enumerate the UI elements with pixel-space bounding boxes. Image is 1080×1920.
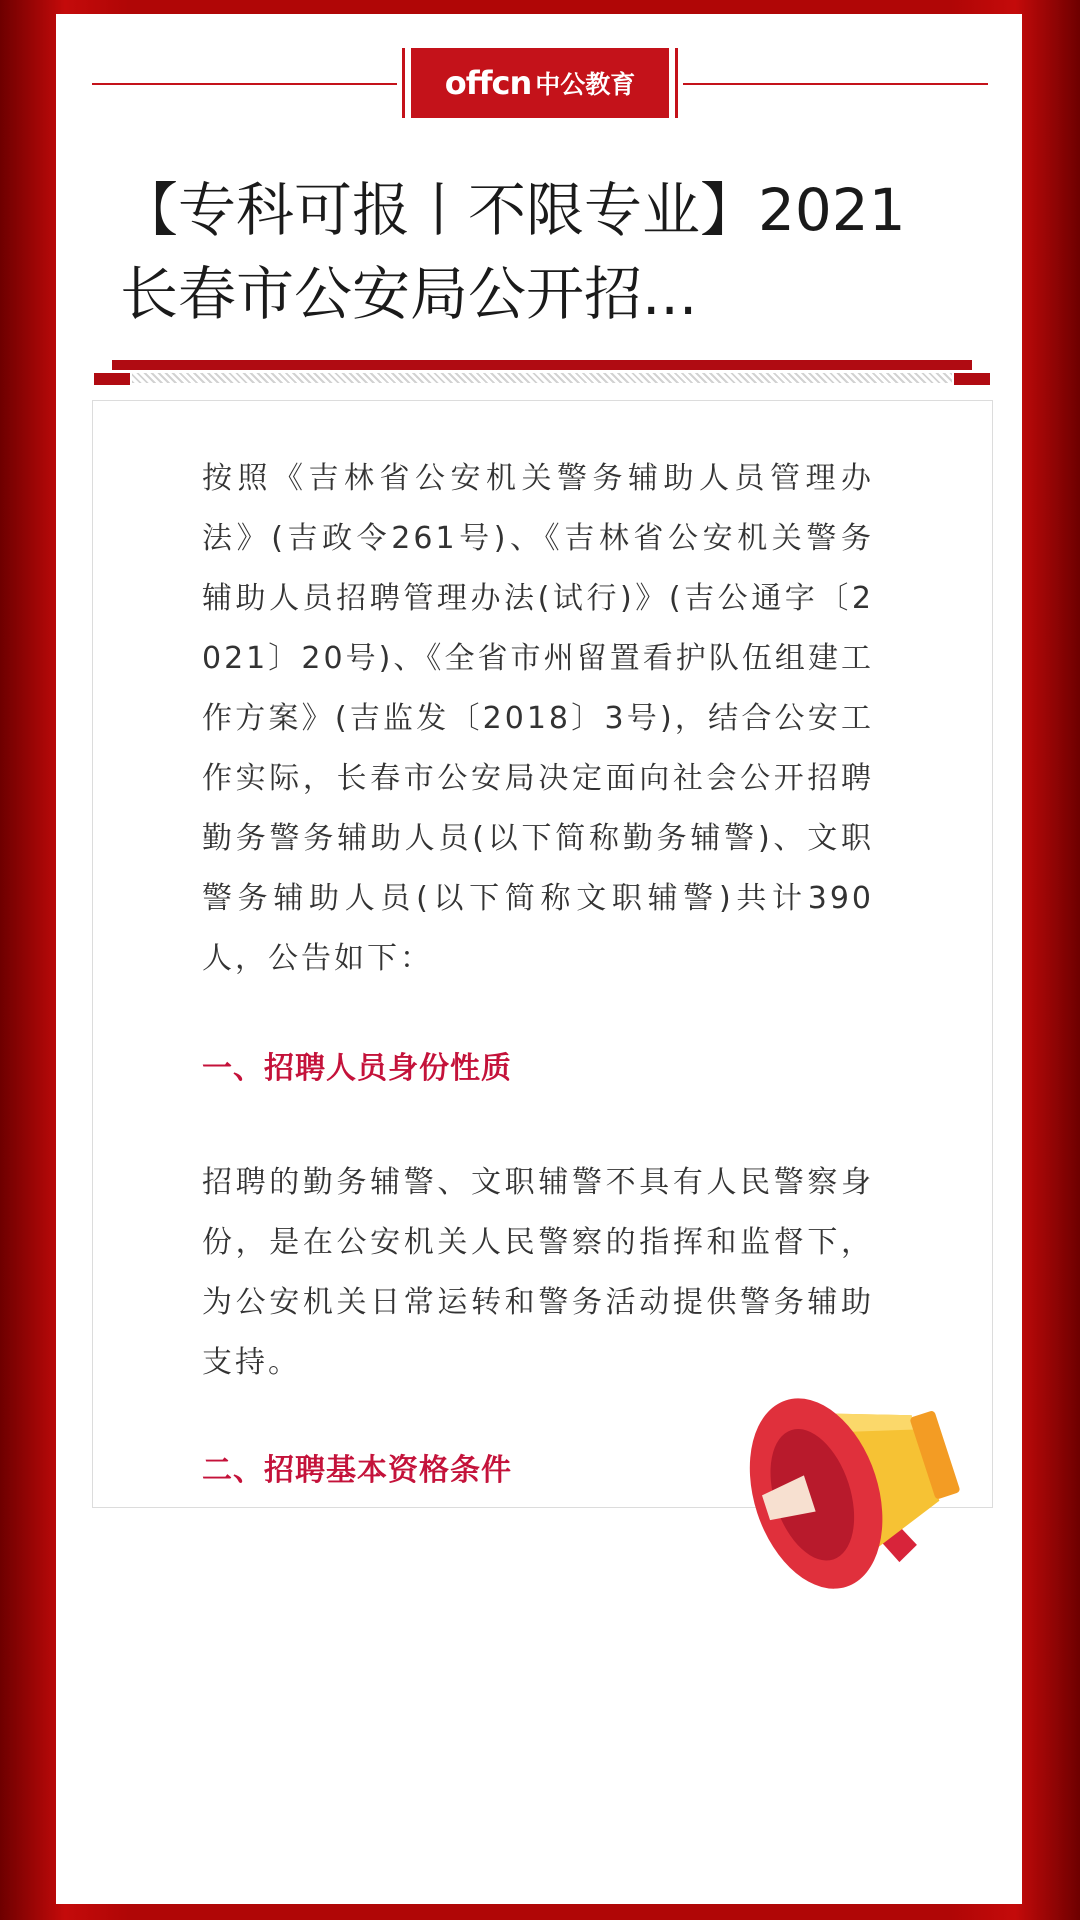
brand-logo [402, 48, 678, 118]
section-heading-identity: 一、招聘人员身份性质 [202, 1051, 512, 1086]
brand-divider-right [683, 83, 988, 85]
title-ribbon-divider [94, 360, 990, 388]
article-title: 【专科可报丨不限专业】2021长春市公安局公开招... [120, 176, 906, 328]
section-heading-qualifications: 二、招聘基本资格条件 [202, 1453, 512, 1488]
brand-logo-chinese: 中公教育 [535, 70, 636, 99]
brand-logo-latin: offcn [444, 64, 532, 102]
megaphone-icon [700, 1330, 980, 1610]
identity-paragraph: 招聘的勤务辅警、文职辅警不具有人民警察身份，是在公安机关人民警察的指挥和监督下，为公安机关日常运转和警务活动提供警务辅助支持。 [202, 1165, 874, 1380]
intro-paragraph: 按照《吉林省公安机关警务辅助人员管理办法》(吉政令261号)、《吉林省公安机关警务辅助人员招聘管理办法(试行)》(吉公通字〔2021〕20号)、《全省市州留置看护队伍组建工作方案》(吉监发〔2018〕3号)，结合公安工作实际，长春市公安局决定面向社会公开招聘勤务警务辅助人员(以下简称勤务辅警)、文职警务辅助人员(以下简称文职辅警)共计390人，公告如下： [202, 461, 874, 976]
brand-header [92, 48, 988, 120]
brand-divider-left [92, 83, 397, 85]
